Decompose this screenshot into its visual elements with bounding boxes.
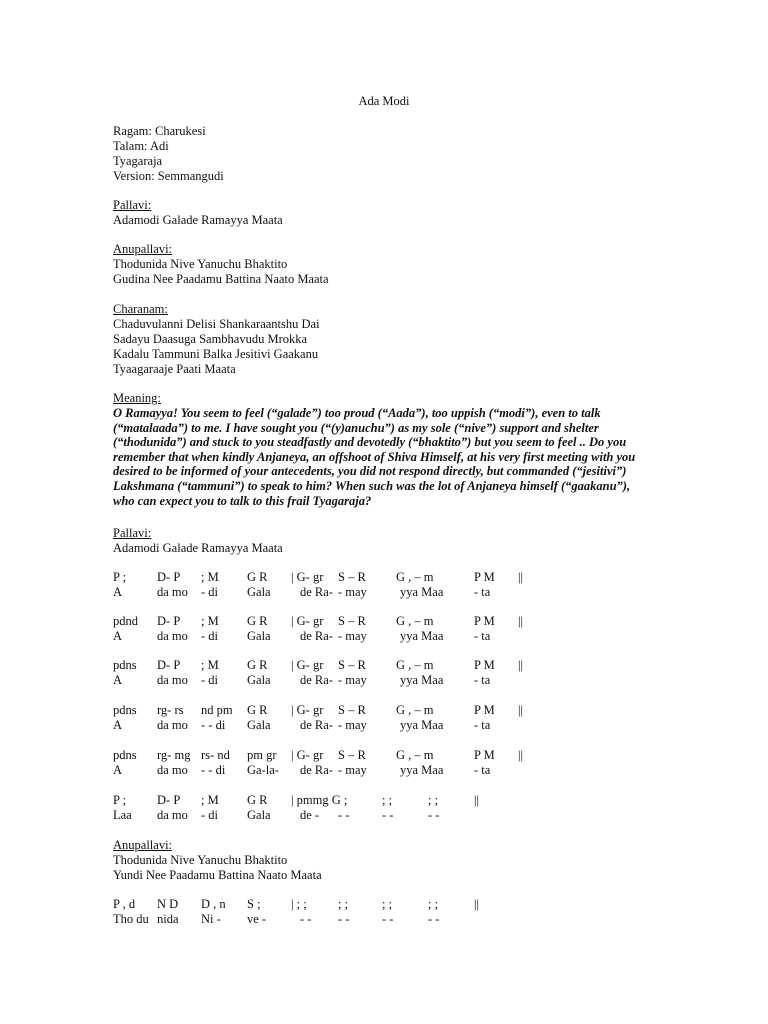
swara-cell: ||	[518, 658, 524, 672]
lyric-cell: - -	[300, 912, 312, 926]
swara-cell: G , – m	[396, 748, 434, 762]
swara-cell: pm gr	[247, 748, 277, 762]
lyric-cell: yya Maa	[400, 629, 444, 643]
notation-row	[0, 614, 768, 644]
meaning-heading-wrap	[113, 391, 161, 406]
lyric-cell: - may	[338, 718, 367, 732]
swara-cell: pdnd	[113, 614, 138, 628]
swara-cell: ||	[518, 703, 524, 717]
swara-cell: ; ;	[382, 897, 393, 911]
lyric-cell: Gala	[247, 629, 271, 643]
swara-cell: P ;	[113, 793, 127, 807]
swara-cell: ||	[474, 897, 480, 911]
notation-row	[0, 748, 768, 778]
swara-cell: D- P	[157, 793, 181, 807]
anupallavi-notation-heading: Anupallavi:	[113, 838, 173, 852]
lyric-cell: - ta	[474, 718, 491, 732]
info-talam: Talam: Adi	[113, 139, 169, 153]
anupallavi-notation-line: Yundi Nee Paadamu Battina Naato Maata	[113, 868, 322, 882]
swara-cell: ||	[518, 570, 524, 584]
swara-cell: ; M	[201, 570, 219, 584]
lyric-cell: Gala	[247, 673, 271, 687]
lyric-cell: - may	[338, 673, 367, 687]
lyric-cell: A	[113, 673, 123, 687]
swara-cell: G , – m	[396, 614, 434, 628]
lyric-cell: de Ra-	[300, 585, 333, 599]
anupallavi-heading: Anupallavi:	[113, 242, 173, 256]
anupallavi-line: Thodunida Nive Yanuchu Bhaktito	[113, 257, 288, 271]
swara-cell: P M	[474, 658, 495, 672]
lyric-cell: ve -	[247, 912, 267, 926]
swara-cell: | G- gr	[291, 703, 324, 717]
lyric-cell: de Ra-	[300, 763, 333, 777]
swara-cell: rg- mg	[157, 748, 191, 762]
lyric-cell: yya Maa	[400, 673, 444, 687]
lyric-cell: Ga-la-	[247, 763, 279, 777]
info-ragam: Ragam: Charukesi	[113, 124, 206, 138]
lyric-cell: - ta	[474, 763, 491, 777]
lyric-cell: - -	[338, 808, 350, 822]
lyric-cell: da mo	[157, 763, 188, 777]
lyric-cell: da mo	[157, 629, 188, 643]
charanam-heading: Charanam:	[113, 302, 168, 316]
lyric-cell: - -	[382, 912, 394, 926]
pallavi-line: Adamodi Galade Ramayya Maata	[113, 213, 283, 227]
lyric-cell: Gala	[247, 585, 271, 599]
notation-row	[0, 658, 768, 688]
swara-cell: nd pm	[201, 703, 233, 717]
swara-cell: D- P	[157, 658, 181, 672]
swara-cell: | G- gr	[291, 570, 324, 584]
meaning-text: O Ramayya! You seem to feel (“galade”) too proud (“Aada”), too uppish (“modi”), even to talk (“matalaada”) to me. I have sought you (“(y)anuchu”) as my sole (“nive”) support and shelter (“thodunida”) and stuck to you steadfastly and devotedly (“bhaktito”) but you seem to feel .. Do you remember that when kindly Anjaneya, an offshoot of Shiva Himself, at his very first meeting with you desired to be informed of your antecedents, you did not respond directly, but commanded (“jesitivi”) Lakshmana (“tammuni”) to speak to him? When such was the lot of Anjaneya himself (“gaakanu”), who can expect you to talk to this frail Tyagaraja?	[113, 406, 636, 508]
lyric-cell: - di	[201, 585, 219, 599]
swara-cell: N D	[157, 897, 179, 911]
swara-cell: S – R	[338, 614, 366, 628]
lyric-cell: - ta	[474, 629, 491, 643]
lyric-cell: Laa	[113, 808, 132, 822]
swara-cell: G R	[247, 793, 268, 807]
lyric-cell: de Ra-	[300, 673, 333, 687]
swara-cell: G R	[247, 614, 268, 628]
lyric-cell: - ta	[474, 673, 491, 687]
meaning-heading: Meaning:	[113, 391, 161, 405]
swara-cell: ||	[518, 748, 524, 762]
swara-cell: D- P	[157, 614, 181, 628]
swara-cell: P M	[474, 748, 495, 762]
swara-cell: pdns	[113, 748, 137, 762]
lyric-cell: A	[113, 629, 123, 643]
lyric-cell: - - di	[201, 718, 226, 732]
swara-cell: S – R	[338, 658, 366, 672]
swara-cell: G R	[247, 703, 268, 717]
lyric-cell: yya Maa	[400, 763, 444, 777]
charanam-section	[113, 302, 320, 377]
swara-cell: G R	[247, 658, 268, 672]
swara-cell: ; ;	[382, 793, 393, 807]
song-title: Ada Modi	[358, 94, 410, 108]
anupallavi-line: Gudina Nee Paadamu Battina Naato Maata	[113, 272, 329, 286]
lyric-cell: da mo	[157, 808, 188, 822]
swara-cell: pdns	[113, 658, 137, 672]
swara-cell: ; ;	[428, 793, 439, 807]
notation-row	[0, 897, 768, 927]
swara-cell: S – R	[338, 570, 366, 584]
charanam-line: Chaduvulanni Delisi Shankaraantshu Dai	[113, 317, 320, 331]
anupallavi-section	[113, 242, 329, 287]
swara-cell: | G- gr	[291, 748, 324, 762]
lyric-cell: - di	[201, 629, 219, 643]
swara-cell: P M	[474, 570, 495, 584]
swara-cell: rg- rs	[157, 703, 184, 717]
lyric-cell: Tho du	[113, 912, 149, 926]
lyric-cell: - may	[338, 585, 367, 599]
swara-cell: G R	[247, 570, 268, 584]
charanam-line: Tyaagaraaje Paati Maata	[113, 362, 236, 376]
lyric-cell: Gala	[247, 808, 271, 822]
lyric-cell: de -	[300, 808, 320, 822]
swara-cell: S – R	[338, 748, 366, 762]
lyric-cell: - di	[201, 808, 219, 822]
swara-cell: S ;	[247, 897, 261, 911]
pallavi-section	[113, 198, 283, 228]
lyric-cell: - - di	[201, 763, 226, 777]
lyric-cell: Ni -	[201, 912, 221, 926]
swara-cell: ; M	[201, 614, 219, 628]
swara-cell: | G- gr	[291, 658, 324, 672]
lyric-cell: A	[113, 763, 123, 777]
swara-cell: | ; ;	[291, 897, 307, 911]
charanam-line: Kadalu Tammuni Balka Jesitivi Gaakanu	[113, 347, 319, 361]
swara-cell: ; M	[201, 793, 219, 807]
swara-cell: | pmmg G ;	[291, 793, 348, 807]
pallavi-heading: Pallavi:	[113, 198, 152, 212]
swara-cell: G , – m	[396, 703, 434, 717]
charanam-line: Sadayu Daasuga Sambhavudu Mrokka	[113, 332, 308, 346]
swara-cell: P , d	[113, 897, 136, 911]
lyric-cell: - may	[338, 763, 367, 777]
swara-cell: D , n	[201, 897, 226, 911]
swara-cell: G , – m	[396, 570, 434, 584]
lyric-cell: da mo	[157, 585, 188, 599]
swara-cell: ||	[474, 793, 480, 807]
swara-cell: ; ;	[338, 897, 349, 911]
lyric-cell: da mo	[157, 673, 188, 687]
swara-cell: ; ;	[428, 897, 439, 911]
swara-cell: rs- nd	[201, 748, 230, 762]
swara-cell: G , – m	[396, 658, 434, 672]
lyric-cell: - -	[382, 808, 394, 822]
lyric-cell: - di	[201, 673, 219, 687]
lyric-cell: - -	[428, 808, 440, 822]
swara-cell: P M	[474, 703, 495, 717]
lyric-cell: A	[113, 718, 123, 732]
lyric-cell: - -	[338, 912, 350, 926]
lyric-cell: - -	[428, 912, 440, 926]
anupallavi-notation-heading-wrap	[113, 838, 322, 883]
info-version: Version: Semmangudi	[113, 169, 224, 183]
info-composer: Tyagaraja	[113, 154, 163, 168]
lyric-cell: de Ra-	[300, 629, 333, 643]
swara-cell: pdns	[113, 703, 137, 717]
anupallavi-notation-line: Thodunida Nive Yanuchu Bhaktito	[113, 853, 288, 867]
pallavi-notation-heading: Pallavi:	[113, 526, 152, 540]
song-info	[113, 124, 224, 184]
pallavi-notation-heading-wrap	[113, 526, 283, 556]
lyric-cell: - may	[338, 629, 367, 643]
notation-row	[0, 703, 768, 733]
notation-row	[0, 570, 768, 600]
lyric-cell: Gala	[247, 718, 271, 732]
lyric-cell: de Ra-	[300, 718, 333, 732]
lyric-cell: da mo	[157, 718, 188, 732]
swara-cell: P M	[474, 614, 495, 628]
pallavi-notation-line: Adamodi Galade Ramayya Maata	[113, 541, 283, 555]
notation-row	[0, 793, 768, 823]
swara-cell: ; M	[201, 658, 219, 672]
lyric-cell: - ta	[474, 585, 491, 599]
lyric-cell: nida	[157, 912, 179, 926]
swara-cell: | G- gr	[291, 614, 324, 628]
swara-cell: D- P	[157, 570, 181, 584]
lyric-cell: yya Maa	[400, 718, 444, 732]
lyric-cell: A	[113, 585, 123, 599]
swara-cell: P ;	[113, 570, 127, 584]
swara-cell: ||	[518, 614, 524, 628]
lyric-cell: yya Maa	[400, 585, 444, 599]
swara-cell: S – R	[338, 703, 366, 717]
